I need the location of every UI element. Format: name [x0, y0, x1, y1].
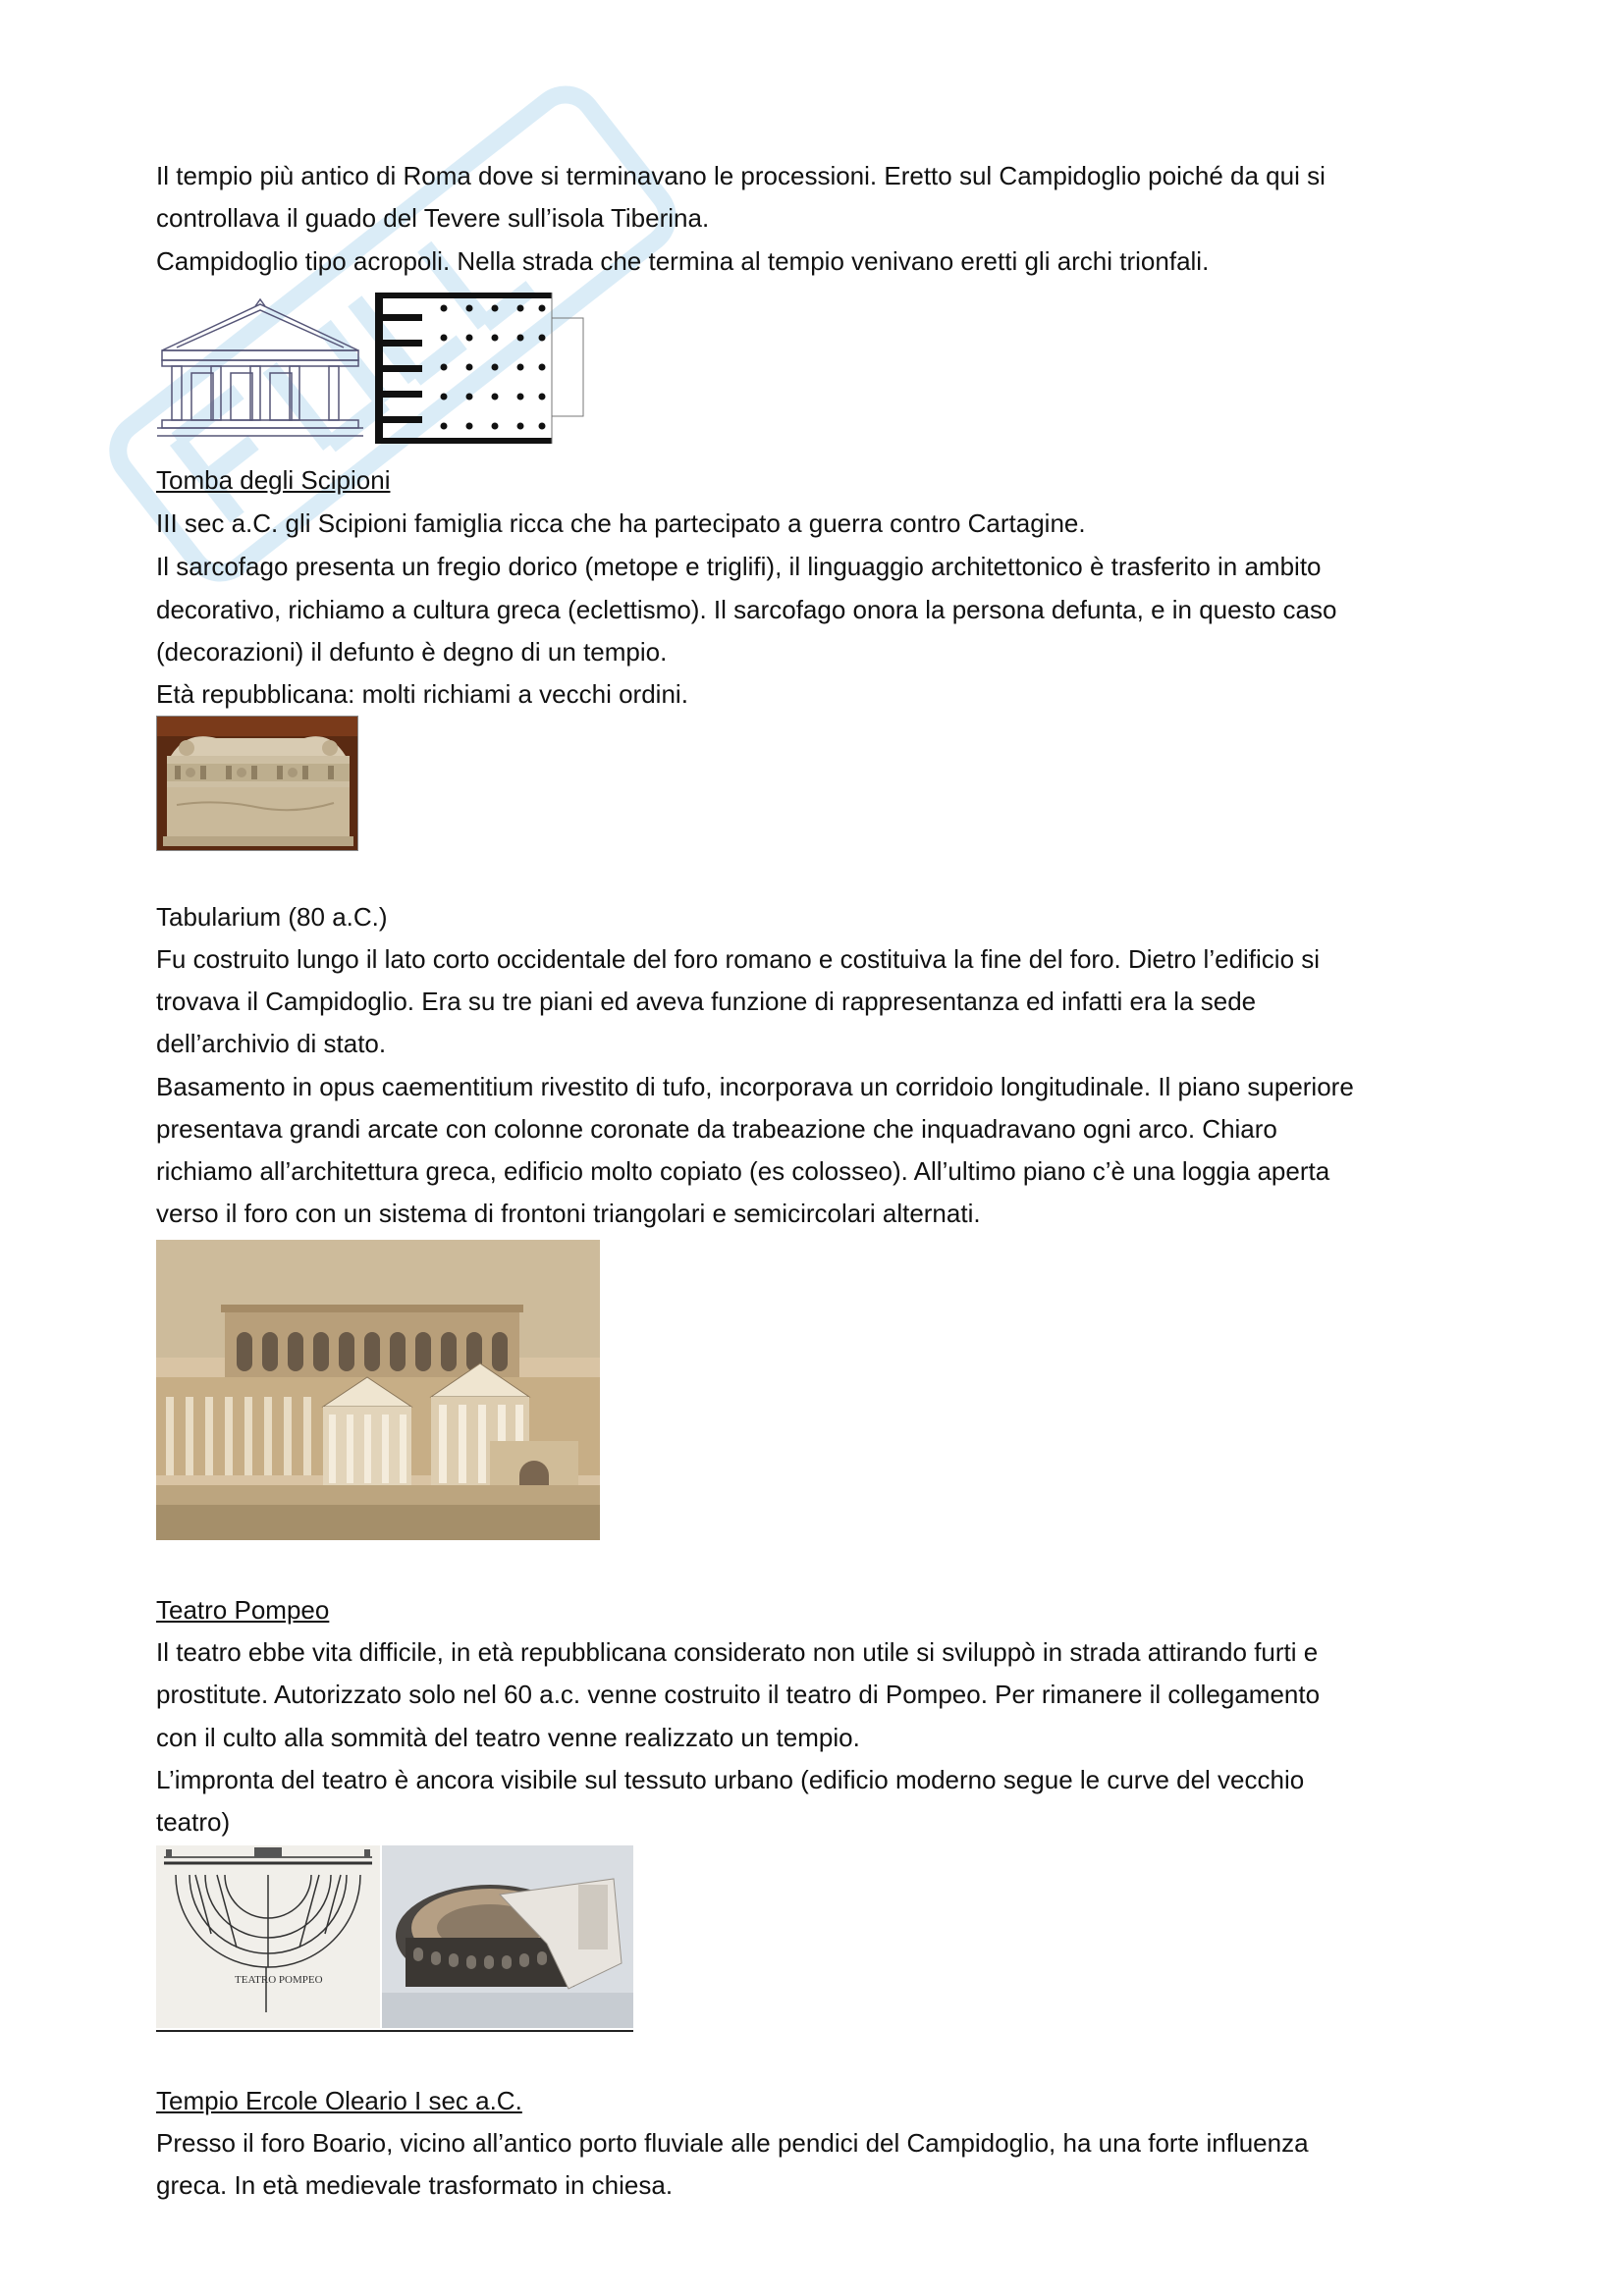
pompeo-line-5: teatro) [156, 1807, 231, 1837]
scipioni-line-5: Età repubblicana: molti richiami a vecchi ordini. [156, 679, 688, 709]
tabularium-line-7: verso il foro con un sistema di frontoni triangolari e semicircolari alternati. [156, 1199, 981, 1228]
theatre-plan-caption: TEATRO POMPEO [235, 1974, 323, 1986]
ercole-heading: Tempio Ercole Oleario I sec a.C. [156, 2086, 522, 2115]
tabularium-line-1: Fu costruito lungo il lato corto occidentale del foro romano e costituiva la fine del foro. Dietro l’edificio si [156, 944, 1321, 974]
pompeo-line-3: con il culto alla sommità del teatro venne realizzato un tempio. [156, 1723, 860, 1752]
scipioni-line-1: III sec a.C. gli Scipioni famiglia ricca che ha partecipato a guerra contro Cartagine. [156, 508, 1086, 538]
pompeo-line-1: Il teatro ebbe vita difficile, in età repubblicana considerato non utile si sviluppò in strada attirando furti e [156, 1637, 1319, 1667]
scipioni-heading: Tomba degli Scipioni [156, 465, 391, 495]
intro-line-3: Campidoglio tipo acropoli. Nella strada che termina al tempio venivano eretti gli archi trionfali. [156, 246, 1210, 276]
intro-line-1: Il tempio più antico di Roma dove si terminavano le processioni. Eretto sul Campidoglio poiché da qui si [156, 161, 1326, 190]
tabularium-heading: Tabularium (80 a.C.) [156, 902, 388, 932]
intro-line-2: controllava il guado del Tevere sull’isola Tiberina. [156, 203, 710, 233]
tabularium-line-3: dell’archivio di stato. [156, 1029, 387, 1058]
pompeo-line-4: L’impronta del teatro è ancora visibile sul tessuto urbano (edificio moderno segue le curve del vecchio [156, 1765, 1305, 1794]
theatre-3d-reconstruction-image [382, 1845, 633, 2028]
ercole-line-2: greca. In età medievale trasformato in chiesa. [156, 2170, 674, 2200]
sarcophagus-photo [156, 716, 358, 851]
pompeo-heading: Teatro Pompeo [156, 1595, 330, 1625]
image-underline-rule [156, 2030, 633, 2032]
temple-elevation-drawing [157, 296, 363, 444]
tabularium-line-4: Basamento in opus caementitium rivestito di tufo, incorporava un corridoio longitudinale. Il piano superiore [156, 1072, 1354, 1101]
tabularium-line-6: richiamo all’architettura greca, edificio molto copiato (es colosseo). All’ultimo piano c’è una loggia aperta [156, 1156, 1330, 1186]
temple-plan-drawing [373, 291, 585, 446]
tabularium-line-5: presentava grandi arcate con colonne coronate da trabeazione che inquadravano ogni arco. Chiaro [156, 1114, 1277, 1144]
scipioni-line-3: decorativo, richiamo a cultura greca (eclettismo). Il sarcofago onora la persona defunta, e in questo caso [156, 595, 1337, 624]
tabularium-reconstruction-image [156, 1240, 600, 1540]
scipioni-line-4: (decorazioni) il defunto è degno di un tempio. [156, 637, 668, 667]
tabularium-line-2: trovava il Campidoglio. Era su tre piani ed aveva funzione di rappresentanza ed infatti era la sede [156, 987, 1257, 1016]
pompeo-line-2: prostitute. Autorizzato solo nel 60 a.c. venne costruito il teatro di Pompeo. Per rimanere il collegamento [156, 1680, 1321, 1709]
theatre-plan-engraving [156, 1845, 380, 2028]
scipioni-line-2: Il sarcofago presenta un fregio dorico (metope e triglifi), il linguaggio architettonico è trasferito in ambito [156, 552, 1322, 581]
ercole-line-1: Presso il foro Boario, vicino all’antico porto fluviale alle pendici del Campidoglio, ha una forte influenza [156, 2128, 1309, 2158]
